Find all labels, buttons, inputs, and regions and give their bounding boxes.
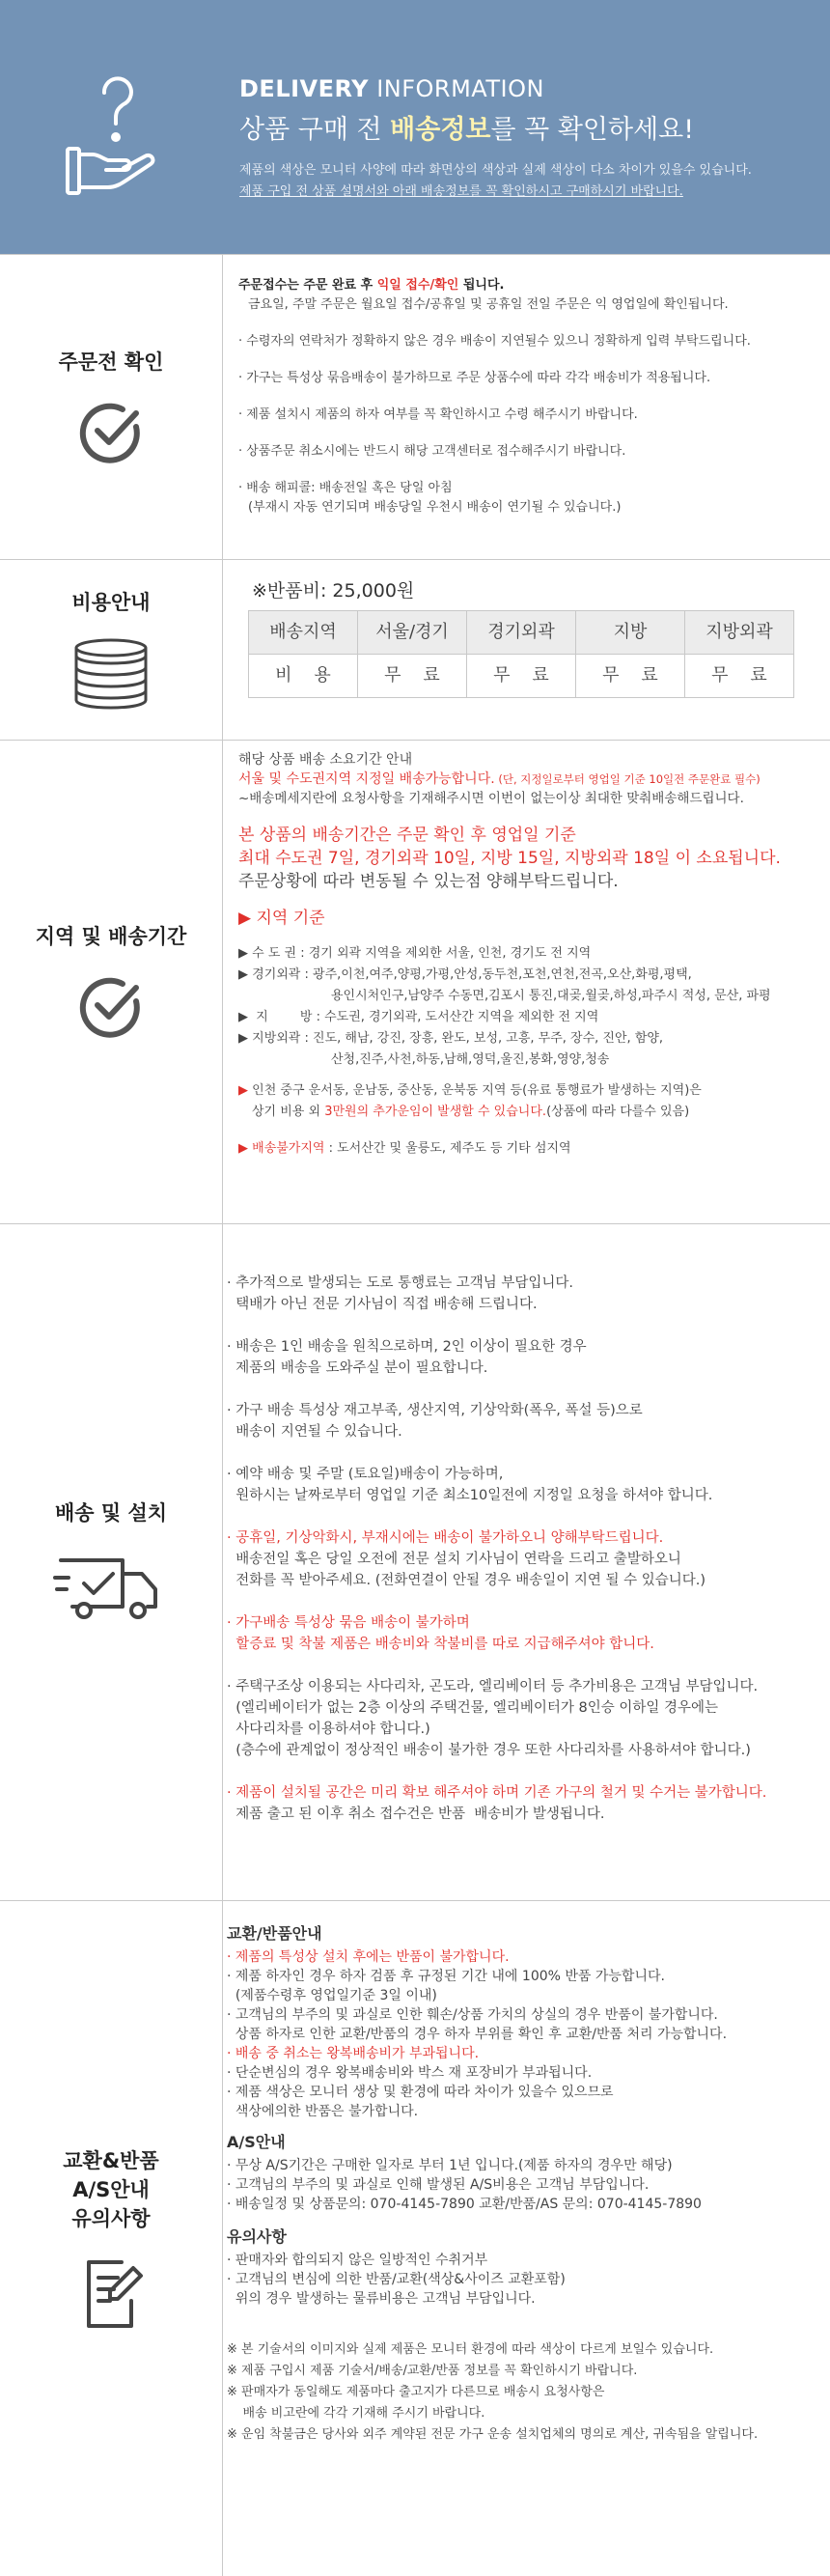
exchange-section: 교환&반품 A/S안내 유의사항 교환/반품안내 · 제품의 특성상 설치 후에는 반품이 불가합니다. · 제품 하자인 경우 하자 검품 후 규정된 기간 내에 100% 반품 가능합니다. (제품수령후 영업일기준 3일 이내) · 고객님의 부주의 및 과실로 인한 훼손/상품 가치의 상실의 경우 반품이 불가합니다. 상품 하자로 인한 교환/반품의 경우 하자 부위를 확인 후 교환/반품 처리 가능합니다. · 배송 중 취소는 왕복배송비가 부과됩니다. · 단순변심의 경우 왕복배송비와 박스 재 포장비가 부과됩니다. · 제품 색상은 모니터 생상 및 환경에 따라 차이가 있을수 있으므로 색상에의한 반품은 불가합니다. A/S안내 · 무상 A/S기간은 구매한 일자로 부터 1년 입니다.(제품 하자의 경우만 해당) · 고객님의 부주의 및 과실로 인해 발생된 A/S비용은 고객님 부담입니다. · 배송일정 및 상품문의: 070-4145-7890 교환/반품/AS 문의: 070-4145-7890 유의사항 · 판매자와 합의되지 않은 일방적인 수취거부 · 고객님의 변심에 의한 반품/교환(색상&사이즈 교환포함) 위의 경우 발생하는 물류비용은 고객님 부담입니다. ※ 본 기술서의 이미지와 실제 제품은 모니터 환경에 따라 색상이 다르게 보일수 있습니다. ※ 제품 구입시 제품 기술서/배송/교환/반품 정보를 꼭 확인하시기 바랍니다. ※ 판매자가 동일해도 제품마다 출고지가 다른므로 배송시 요청사항은 배송 비고란에 각각 기재해 주시기 바랍니다. ※ 운임 착불금은 당사와 외주 계약된 전문 가구 운송 설치업체의 명의로 계산, 귀속됨을 알립니다. xyxy=(0,1900,830,2576)
table-cell: 무 료 xyxy=(358,655,467,698)
order-check-section: 주문전 확인 주문접수는 주문 완료 후 익일 접수/확인 됩니다. 금요일, 주말 주문은 월요일 접수/공휴일 및 공휴일 전일 주문은 익 영업일에 확인됩니다. · 수령자의 연락처가 정확하지 않은 경우 배송이 지연될수 있으니 정확하게 입력 부탁드립니다. · 가구는 특성상 묶음배송이 불가하므로 주문 상품수에 따라 각각 배송비가 적용됩니다. · 제품 설치시 제품의 하자 여부를 꼭 확인하시고 수령 해주시기 바랍니다. · 상품주문 취소시에는 반드시 해당 고객센터로 접수해주시기 바랍니다. · 배송 해피콜: 배송전일 혹은 당일 아침 (부재시 자동 연기되며 배송당일 우천시 배송이 연기될 수 있습니다.) xyxy=(0,254,830,559)
exchange-label: 교환&반품 A/S안내 유의사항 xyxy=(63,2148,159,2230)
install-section: 배송 및 설치 · 추가적으로 발생되는 도로 통행료는 고객님 부담입니다. 택배가 아닌 전문 기사님이 직접 배송해 드립니다. · 배송은 1인 배송을 원칙으로하며, 2인 이상이 필요한 경우 제품의 배송을 도와주실 분이 필요합니다. · 가구 배송 특성상 재고부족, 생산지역, 기상악화(폭우, 폭설 등)으로 배송이 지연될 수 있습니다. · 예약 배송 및 주말 (토요일)배송이 가능하며, 원하시는 날짜로부터 영업일 기준 최소10일전에 지정일 요청을 하셔야 합니다. · 공휴일, 기상악화시, 부재시에는 배송이 불가하오니 양해부탁드립니다. 배송전일 혹은 당일 오전에 전문 설치 기사님이 연락을 드리고 출발하오니 전화를 꼭 받아주세요. (전화연결이 안될 경우 배송일이 지연 될 수 있습니다.) · 가구배송 특성상 묶음 배송이 불가하며 할증료 및 착불 제품은 배송비와 착불비를 따로 지급해주셔야 합니다. · 주택구조상 이용되는 사다리차, 곤도라, 엘리베이터 등 추가비용은 고객님 부담입니다. (엘리베이터가 없는 2층 이상의 주택건물, 엘리베이터가 8인승 이하일 경우에는 사다리차를 이용하셔야 합니다.) (층수에 관계없이 정상적인 배송이 불가한 경우 또한 사다리차를 사용하셔야 합니다.) · 제품이 설치될 공간은 미리 확보 해주셔야 하며 기존 가구의 철거 및 수거는 불가합니다. 제품 출고 된 이후 취소 접수건은 반품 배송비가 발생됩니다. xyxy=(0,1223,830,1900)
delivery-truck-icon xyxy=(53,1549,169,1626)
table-header-cell: 서울/경기 xyxy=(358,611,467,655)
table-header-cell: 경기외곽 xyxy=(467,611,576,655)
table-cell: 무 료 xyxy=(685,655,794,698)
install-label: 배송 및 설치 xyxy=(54,1501,168,1525)
header-title: DELIVERY INFORMATION xyxy=(239,75,544,102)
return-fee: ※반품비: 25,000원 xyxy=(252,580,415,602)
region-section: 지역 및 배송기간 해당 상품 배송 소요기간 안내 서울 및 수도권지역 지정일 배송가능합니다. (단, 지정일로부터 영업일 기준 10일전 주문완료 필수) ~배송메세지란에 요청사항을 기재해주시면 이번이 없는이상 최대한 맞춰배송해드립니다. 본 상품의 배송기간은 주문 확인 후 영업일 기준 최대 수도권 7일, 경기외곽 10일, 지방 15일, 지방외곽 18일 이 소요됩니다. 주문상황에 따라 변동될 수 있는점 양해부탁드립니다. ▶ 지역 기준 ▶ 수 도 권 : 경기 외곽 지역을 제외한 서울, 인천, 경기도 전 지역 ▶ 경기외곽 : 광주,이천,여주,양평,가평,안성,동두천,포천,연천,전곡,오산,화평,평택, 용인시처인구,남양주 수동면,김포시 통진,대곶,월곶,하성,파주시 적성, 문산, 파평 ▶ 지 방 : 수도권, 경기외곽, 도서산간 지역을 제외한 전 지역 ▶ 지방외곽 : 진도, 해남, 강진, 장흥, 완도, 보성, 고흥, 무주, 장수, 진안, 함양, 산청,진주,사천,하동,남해,영덕,울진,봉화,영양,청송 ▶ 인천 중구 운서동, 운남동, 중산동, 운북동 지역 등(유료 통행료가 발생하는 지역)은 상기 비용 외 3만원의 추가운임이 발생할 수 있습니다.(상품에 따라 다를수 있음) ▶ 배송불가지역 : 도서산간 및 울릉도, 제주도 등 기타 섬지역 xyxy=(0,740,830,1223)
cost-label: 비용안내 xyxy=(71,591,151,614)
table-cell: 비 용 xyxy=(249,655,358,698)
table-header-cell: 지방외곽 xyxy=(685,611,794,655)
table-cell: 무 료 xyxy=(576,655,685,698)
check-circle-icon xyxy=(76,972,146,1042)
cost-table xyxy=(248,610,794,698)
coins-icon xyxy=(68,638,154,712)
cost-section xyxy=(0,559,830,740)
delivery-header xyxy=(0,0,830,254)
table-header-cell: 배송지역 xyxy=(249,611,358,655)
header-subtitle: 상품 구매 전 배송정보를 꼭 확인하세요! xyxy=(239,115,695,145)
question-hand-icon xyxy=(58,60,164,205)
region-label: 지역 및 배송기간 xyxy=(35,925,187,948)
check-circle-icon xyxy=(76,398,146,467)
table-cell: 무 료 xyxy=(467,655,576,698)
order-check-label: 주문전 확인 xyxy=(58,350,164,374)
document-pen-icon xyxy=(77,2254,145,2332)
table-header-cell: 지방 xyxy=(576,611,685,655)
header-note: 제품의 색상은 모니터 사양에 따라 화면상의 색상과 실제 색상이 다소 차이가 있을수 있습니다. 제품 구입 전 상품 설명서와 아래 배송정보를 꼭 확인하시고 구매하시기 바랍니다. xyxy=(239,163,752,199)
